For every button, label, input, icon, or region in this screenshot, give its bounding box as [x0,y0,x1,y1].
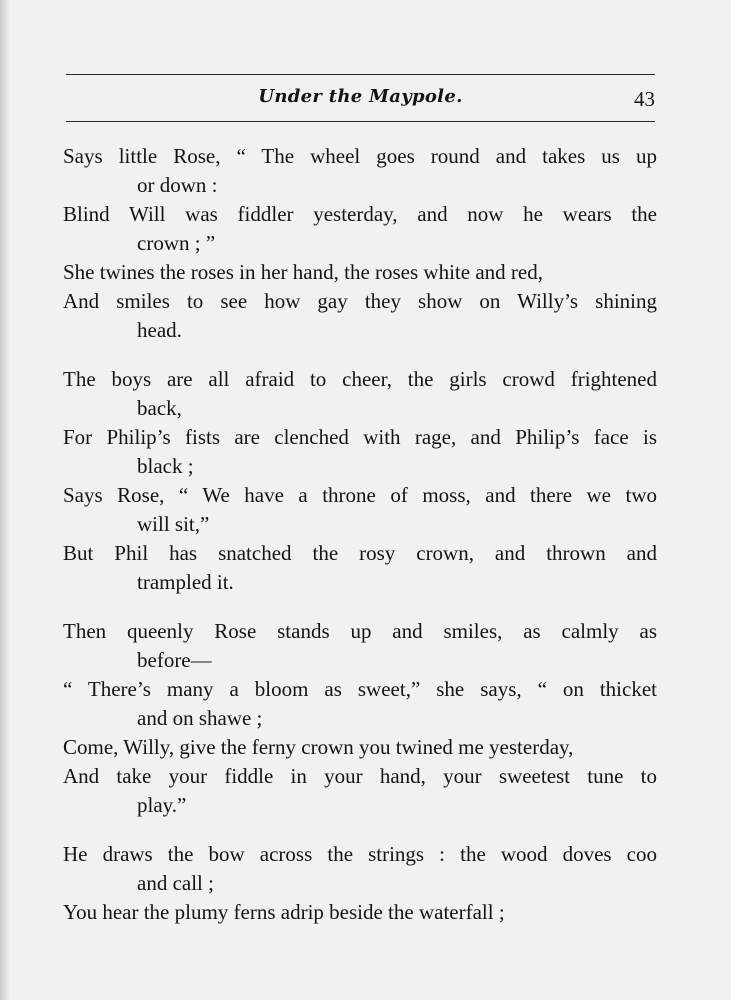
header-rule-top [66,74,655,75]
poem-line: She twines the roses in her hand, the roses white and red, [63,260,543,284]
poem-line: Blind Will was fiddler yesterday, and now he wears the [63,202,657,226]
stanza [63,617,657,820]
poem-line: You hear the plumy ferns adrip beside the waterfall ; [63,900,505,924]
poem-line: He draws the bow across the strings : the wood doves coo [63,842,657,866]
poem-line: Then queenly Rose stands up and smiles, as calmly as [63,619,657,643]
poem-line-continuation: black ; [137,454,194,478]
poem-line: But Phil has snatched the rosy crown, and thrown and [63,541,657,565]
poem-line-continuation: and on shawe ; [137,706,263,730]
poem-line-continuation: crown ; ” [137,231,216,255]
poem-line-continuation: trampled it. [137,570,234,594]
poem-line: Says little Rose, “ The wheel goes round and takes us up [63,144,657,168]
page-gutter-shadow [0,0,10,1000]
poem-line-continuation: before— [137,648,212,672]
stanza [63,840,657,927]
poem-body [63,142,657,947]
stanza [63,142,657,345]
poem-line: “ There’s many a bloom as sweet,” she says, “ on thicket [63,677,657,701]
poem-line-continuation: or down : [137,173,218,197]
poem-line-continuation: will sit,” [137,512,210,536]
poem-line: For Philip’s fists are clenched with rage, and Philip’s face is [63,425,657,449]
poem-line: Says Rose, “ We have a throne of moss, and there we two [63,483,657,507]
poem-line-continuation: head. [137,318,182,342]
stanza [63,365,657,597]
poem-line: The boys are all afraid to cheer, the girls crowd frightened [63,367,657,391]
poem-line-continuation: and call ; [137,871,214,895]
poem-line-continuation: play.” [137,793,187,817]
running-head-title: Under the Maypole. [258,86,463,107]
poem-line-continuation: back, [137,396,182,420]
header-rule-bottom [66,121,655,122]
poem-line: Come, Willy, give the ferny crown you twined me yesterday, [63,735,574,759]
poem-line: And smiles to see how gay they show on Willy’s shining [63,289,657,313]
page-number: 43 [634,87,655,111]
running-head [66,86,655,112]
poem-line: And take your fiddle in your hand, your sweetest tune to [63,764,657,788]
